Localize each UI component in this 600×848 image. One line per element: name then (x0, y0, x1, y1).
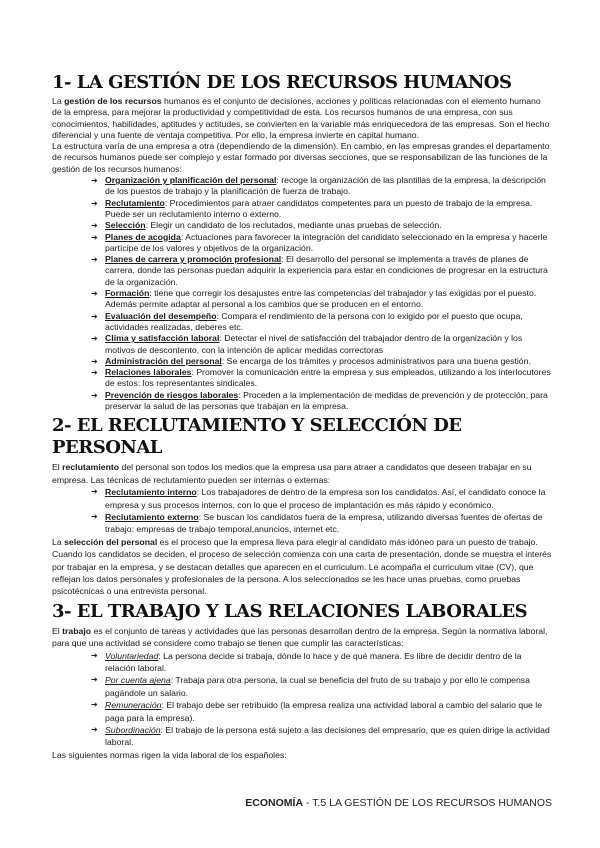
list-item (91, 699, 552, 724)
section-3-paragraph-2: Las siguientes normas rigen la vida laboral de los españoles: (52, 749, 287, 760)
section-3 (52, 601, 552, 761)
page-footer (245, 797, 552, 809)
list-item-text: : La persona decide si trabaja, dónde lo hace y de qué manera. Es libre de decidir dentro de la relación laboral. (105, 650, 522, 673)
list-item-text: : Se buscan los candidatos fuera de la empresa, utilizando diversas fuentes de ofertas de trabajo: empresas de trabajo temporal,anuncios, internet etc. (105, 511, 543, 535)
list-item (91, 367, 552, 390)
section-1-p1-post: humanos es el conjunto de decisiones, acciones y políticas relacionadas con el elemento humano de la empresa, para mejorar la productividad y competitividad de esta. Los recursos humanos de una empresa, con sus conocimientos, habilidades, aptitudes y actitudes, se convierten en la variable más enriquecedora de las empresas. Son el hecho diferencial y una fuente de ventaja competitiva. Por ello, la empresa invierte en capital humano. (52, 96, 550, 140)
list-item-term: Reclutamiento (105, 197, 165, 208)
list-item (91, 232, 552, 255)
list-item-term: Subordinación (105, 725, 161, 736)
list-item-text: : El trabajo de la persona está sujeto a las decisiones del empresario, que es quien dirige la actividad laboral. (105, 725, 550, 748)
list-item-text: : Promover la comunicación entre la empresa y sus empleados, utilizando a los interlocutores de estos: los representantes sindicales. (105, 367, 551, 389)
list-item-term: Relaciones laborales (105, 367, 192, 378)
section-1-title: 1- LA GESTIÓN DE LOS RECURSOS HUMANOS (52, 72, 512, 93)
list-item (91, 220, 552, 231)
list-item-text: : Trabaja para otra persona, la cual se beneficia del fruto de su trabajo y por ello le compensa pagándole un salario. (105, 675, 530, 698)
section-2-p1-pre: El (52, 462, 63, 473)
section-1-p1-term: gestión de los recursos (64, 96, 162, 106)
list-item-term: Administración del personal (105, 355, 222, 366)
list-item-term: Planes de carrera y promoción profesional (105, 254, 282, 265)
section-2-p1-term: reclutamiento (62, 462, 120, 473)
list-item-term: Planes de acogida (105, 231, 181, 242)
arrow-right-icon: ➔ (91, 487, 98, 497)
list-item-term: Organización y planificación del personal (105, 175, 277, 186)
list-item-text: : tiene que corregir los desajustes entre las competencias del trabajador y las exigidas por el puesto. Además permite adaptar al personal a los cambios que se producen en el entorno. (105, 288, 537, 310)
list-item (91, 288, 552, 311)
list-item-text: : Compara el rendimiento de la persona con lo exigido por el puesto que ocupa, actividades realizadas, deberes etc. (105, 310, 523, 332)
list-item (91, 650, 552, 675)
arrow-right-icon: ➔ (91, 289, 98, 299)
list-item (91, 254, 552, 288)
list-item (91, 311, 552, 334)
list-item-term: Prevención de riesgos laborales (105, 389, 239, 400)
arrow-right-icon: ➔ (91, 356, 98, 366)
arrow-right-icon: ➔ (91, 650, 98, 660)
list-item (91, 674, 552, 699)
list-item-term: Reclutamiento interno (105, 487, 197, 498)
section-2-title: 2- EL RECLUTAMIENTO Y SELECCIÓN DE PERSONAL (52, 415, 462, 459)
list-item-text: : El desarrollo del personal se implementa a través de planes de carrera, donde las personas puedan adquirir la experiencia para estar en condiciones de progresar en la estructura de la organización. (105, 254, 548, 287)
arrow-right-icon: ➔ (91, 511, 98, 521)
list-item-text: : recoge la organización de las plantillas de la empresa, la descripción de los puestos de trabajo y la planificación de fuerza de trabajo. (105, 175, 546, 197)
list-item-term: Reclutamiento externo (105, 511, 199, 522)
list-item-text: : Los trabajadores de dentro de la empresa son los candidatos. Así, el candidato conoce la empresa y sus procesos internos, con lo que el proceso de implantación es más rápido y económico. (105, 487, 546, 510)
list-item (91, 175, 552, 198)
section-1-paragraph-1 (52, 96, 552, 141)
arrow-right-icon: ➔ (91, 311, 98, 321)
document-content (52, 72, 552, 761)
list-item-text: : Se encarga de los trámites y procesos administrativos para una buena gestión. (221, 355, 531, 366)
list-item-text: : Elegir un candidato de los reclutados, mediante unas pruebas de selección. (145, 220, 442, 231)
section-2-p2-term: selección del personal (64, 536, 158, 547)
footer-topic: - T.5 LA GESTIÓN DE LOS RECURSOS HUMANOS (303, 797, 552, 809)
list-item-term: Voluntariedad (105, 650, 159, 661)
arrow-right-icon: ➔ (91, 390, 98, 400)
list-item-term: Formación (105, 288, 150, 299)
section-3-title: 3- EL TRABAJO Y LAS RELACIONES LABORALES (52, 600, 528, 622)
section-3-p1-post: es el conjunto de tareas y actividades que las personas desarrollan dentro de la empresa. Según la normativa laboral, para que una actividad se considere como trabajo se tienen que cumplir las características: (52, 625, 548, 649)
list-item (91, 511, 552, 536)
arrow-right-icon: ➔ (91, 176, 98, 186)
section-1 (52, 72, 552, 412)
footer-subject: ECONOMÍA (245, 797, 304, 809)
list-item-text: : El trabajo debe ser retribuido (la empresa realiza una actividad laboral a cambio del salario que le paga para la empresa). (105, 700, 543, 723)
list-item-text: : Detectar el nivel de satisfacción del trabajador dentro de la organización y los motivos de descontento, con la intención de aplicar medidas correctoras (105, 333, 523, 355)
list-item-text: : Actuaciones para favorecer la integración del candidato seleccionado en la empresa y hacerle partícipe de los valores y objetivos de la organización. (105, 231, 548, 253)
section-1-list (52, 175, 552, 412)
list-item-term: Remuneración (105, 700, 162, 711)
section-2-p2-pre: La (52, 536, 65, 547)
list-item-term: Selección (105, 220, 146, 231)
section-2-p1-post: del personal son todos los medios que la empresa usa para atraer a candidatos que deseen trabajar en su empresa. Las técnicas de reclutamiento pueden ser internas o externas: (52, 462, 532, 485)
list-item-term: Evaluación del desempeño (105, 310, 217, 321)
arrow-right-icon: ➔ (91, 675, 98, 685)
arrow-right-icon: ➔ (91, 334, 98, 344)
list-item (91, 486, 552, 511)
list-item-term: Por cuenta ajena (105, 675, 171, 686)
list-item-text: : Proceden a la implementación de medidas de prevención y de protección, para preservar la salud de las personas que trabajan en la empresa. (105, 389, 548, 412)
arrow-right-icon: ➔ (91, 232, 98, 242)
list-item-text: : Procedimientos para atraer candidatos competentes para un puesto de trabajo de la empresa. Puede ser un reclutamiento interno o externo. (105, 197, 533, 219)
arrow-right-icon: ➔ (91, 221, 98, 231)
section-3-p1-term: trabajo (62, 625, 92, 636)
list-item (91, 724, 552, 749)
section-3-list (52, 650, 552, 749)
arrow-right-icon: ➔ (91, 700, 98, 710)
list-item-term: Clima y satisfacción laboral (105, 333, 220, 344)
section-2 (52, 415, 552, 597)
arrow-right-icon: ➔ (91, 725, 98, 735)
list-item (91, 333, 552, 356)
arrow-right-icon: ➔ (91, 198, 98, 208)
list-item (91, 198, 552, 221)
arrow-right-icon: ➔ (91, 255, 98, 265)
section-2-paragraph-2 (52, 536, 552, 598)
list-item (91, 356, 552, 367)
section-3-paragraph-1 (52, 625, 552, 650)
section-1-p1-pre: La (52, 96, 65, 106)
section-2-p2-post: es el proceso que la empresa lleva para elegir al candidato más idóneo para un puesto de trabajo. Cuando los candidatos se deciden, el proceso de selección comienza con una carta de presentación, donde se muestra el interés por trabajar en la empresa, y se destacan detalles que aparecen en el curriculum. Le acompaña el curriculum vitae (CV), que reflejan los datos personales y profesionales de la persona. A los seleccionados se les hace unas pruebas, como pruebas psicotécnicas o una entrevista personal. (52, 536, 552, 597)
section-3-p1-pre: El (52, 625, 63, 636)
list-item (91, 390, 552, 413)
section-2-paragraph-1 (52, 461, 552, 486)
section-1-paragraph-2: La estructura varía de una empresa a otra (dependiendo de la dimensión). En cambio, en las empresas grandes el departamento de recursos humanos puede ser complejo y estar formado por diversas secciones, que se responsabilizan de las funciones de la gestión de los recursos humanos: (52, 141, 550, 174)
arrow-right-icon: ➔ (91, 368, 98, 378)
section-2-list (52, 486, 552, 536)
